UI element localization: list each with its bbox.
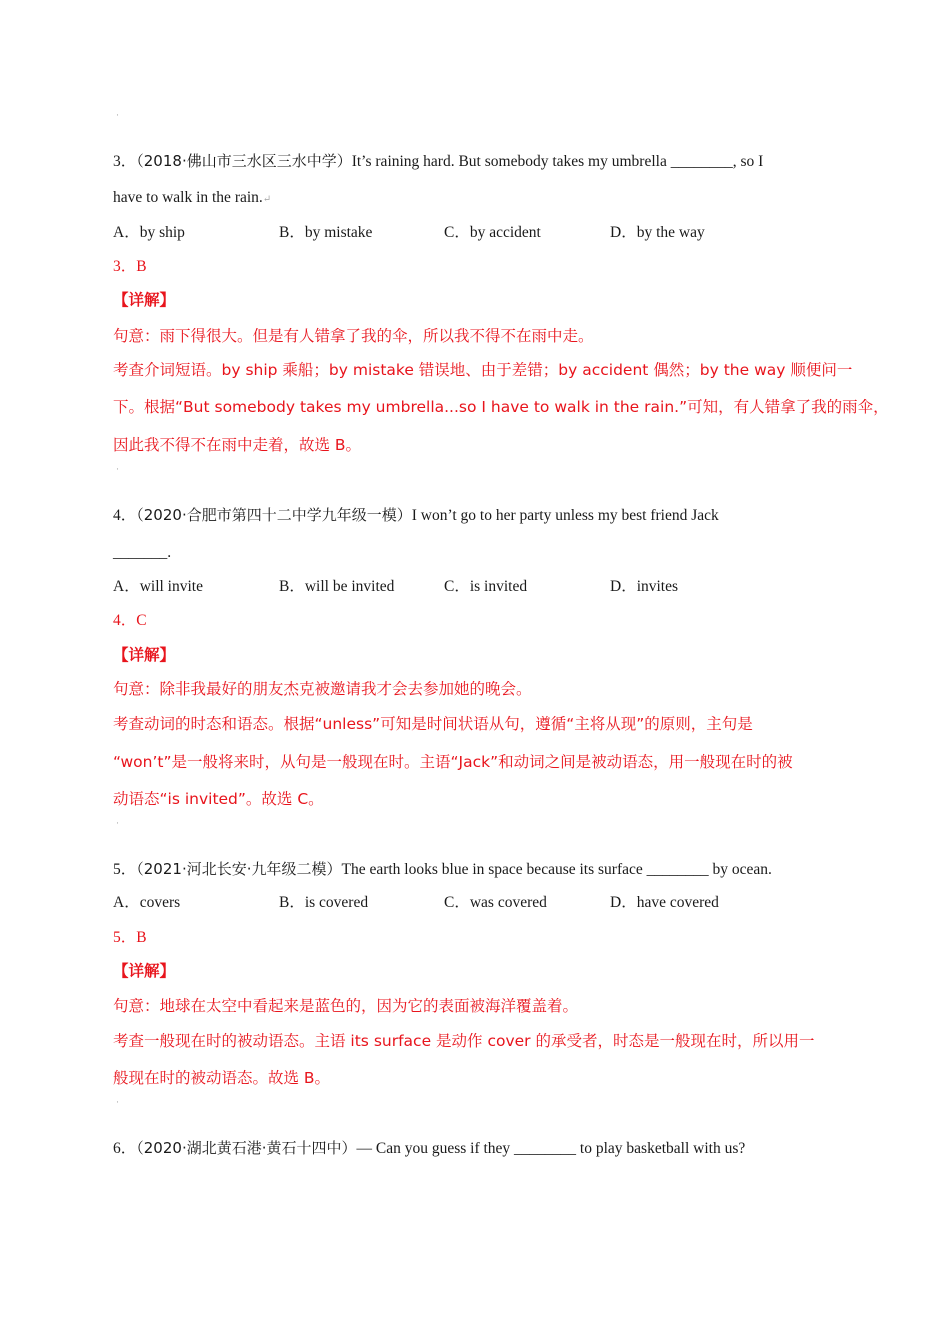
detail-label: 【详解】 — [113, 646, 176, 664]
explanation-line1: 考查动词的时态和语态。根据“unless”可知是时间状语从句，遵循“主将从现”的原则，主句是 — [113, 715, 753, 733]
question-stem-line2: have to walk in the rain.↵ — [113, 189, 272, 206]
explanation-line3: 因此我不得不在雨中走着，故选 B。 — [113, 436, 362, 454]
explanation-line1: 考查一般现在时的被动语态。主语 its surface 是动作 cover 的承受者，时态是一般现在时，所以用一 — [113, 1032, 815, 1050]
option-c: C．by accident — [444, 224, 541, 241]
sentence-meaning: 句意：除非我最好的朋友杰克被邀请我才会去参加她的晚会。 — [113, 680, 532, 698]
question-stem-line1: It’s raining hard. But somebody takes my umbrella ________, so I — [351, 153, 764, 170]
question-source: （2021·河北长安·九年级二模） — [136, 860, 342, 878]
question-source: （2020·湖北黄石港·黄石十四中） — [136, 1139, 357, 1157]
question-6-stem — [113, 1138, 745, 1159]
question-stem-line1: I won’t go to her party unless my best friend Jack — [411, 507, 719, 524]
option-a: A．by ship — [113, 224, 185, 241]
detail-label: 【详解】 — [113, 962, 176, 980]
question-number: 6． — [113, 1140, 137, 1157]
paragraph-mark: · — [116, 110, 119, 120]
explanation-line2: 下。根据“But somebody takes my umbrella...so I have to walk in the rain.”可知，有人错拿了我的雨伞， — [113, 398, 889, 416]
paragraph-mark: · — [116, 464, 119, 474]
question-number: 3． — [113, 153, 137, 170]
question-source: （2018·佛山市三水区三水中学） — [136, 152, 352, 170]
sentence-meaning: 句意：地球在太空中看起来是蓝色的，因为它的表面被海洋覆盖着。 — [113, 997, 579, 1015]
paragraph-mark: · — [116, 818, 119, 828]
option-d: D．have covered — [610, 894, 719, 911]
explanation-line1: 考查介词短语。by ship 乘船；by mistake 错误地、由于差错；by accident 偶然；by the way 顺便问一 — [113, 361, 853, 379]
detail-label: 【详解】 — [113, 291, 176, 309]
answer: 3．B — [113, 258, 147, 275]
question-stem-line2: _______. — [113, 544, 172, 561]
option-d: D．by the way — [610, 224, 705, 241]
question-number: 5． — [113, 861, 137, 878]
sentence-meaning: 句意：雨下得很大。但是有人错拿了我的伞，所以我不得不在雨中走。 — [113, 327, 594, 345]
question-stem-line1: — Can you guess if they ________ to play basketball with us? — [356, 1140, 746, 1157]
option-a: A．will invite — [113, 578, 203, 595]
explanation-line3: 动语态“is invited”。故选 C。 — [113, 790, 324, 808]
question-number: 4． — [113, 507, 137, 524]
question-3-stem — [113, 151, 763, 172]
option-b: B．will be invited — [279, 578, 395, 595]
option-c: C．is invited — [444, 578, 528, 595]
paragraph-mark: · — [116, 1097, 119, 1107]
explanation-line2: 般现在时的被动语态。故选 B。 — [113, 1069, 331, 1087]
question-5-stem — [113, 859, 772, 880]
option-c: C．was covered — [444, 894, 547, 911]
question-stem-line1: The earth looks blue in space because its surface ________ by ocean. — [341, 861, 772, 878]
explanation-line2: “won’t”是一般将来时，从句是一般现在时。主语“Jack”和动词之间是被动语态，用一般现在时的被 — [113, 753, 793, 771]
option-a: A．covers — [113, 894, 181, 911]
answer: 4．C — [113, 612, 147, 629]
option-b: B．by mistake — [279, 224, 373, 241]
question-source: （2020·合肥市第四十二中学九年级一模） — [136, 506, 412, 524]
question-4-stem — [113, 505, 719, 526]
answer: 5．B — [113, 929, 147, 946]
option-d: D．invites — [610, 578, 679, 595]
option-b: B．is covered — [279, 894, 369, 911]
